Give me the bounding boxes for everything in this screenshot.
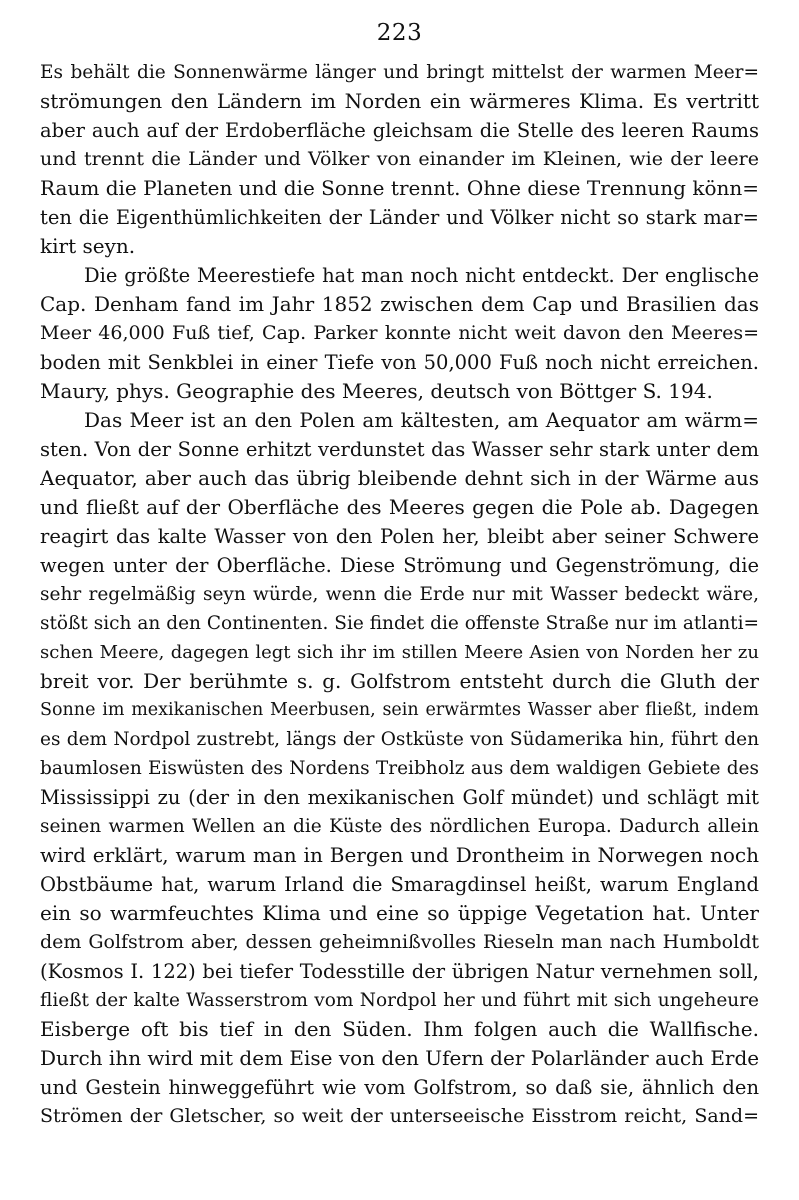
text-line: und trennt die Länder und Völker von einander im Kleinen, wie der leere [40, 148, 759, 170]
text-line: ein so warmfeuchtes Klima und eine so üppige Vegetation hat. Unter [40, 901, 759, 925]
text-line: es dem Nordpol zustrebt, längs der Ostküste von Südamerika hin, führt den [40, 729, 759, 750]
text-line: Eisberge oft bis tief in den Süden. Ihm folgen auch die Wallfische. [40, 1017, 759, 1041]
text-line: Maury, phys. Geographie des Meeres, deutsch von Böttger S. 194. [40, 379, 713, 403]
text-line: Obstbäume hat, warum Irland die Smaragdinsel heißt, warum England [40, 873, 759, 896]
text-line: und fließt auf der Oberfläche des Meeres gegen die Pole ab. Dagegen [40, 495, 759, 519]
text-line: Sonne im mexikanischen Meerbusen, sein erwärmtes Wasser aber fließt, indem [40, 700, 759, 720]
text-line: Meer 46,000 Fuß tief, Cap. Parker konnte nicht weit davon den Meeres= [40, 322, 759, 344]
text-line: aber auch auf der Erdoberfläche gleichsam die Stelle des leeren Raums [40, 119, 759, 142]
text-line: Strömen der Gletscher, so weit der unterseeische Eisstrom reicht, Sand= [40, 1105, 759, 1127]
text-line: dem Golfstrom aber, dessen geheimnißvolles Rieseln man nach Humboldt [40, 931, 759, 953]
text-line: (Kosmos I. 122) bei tiefer Todesstille der übrigen Natur vernehmen soll, [40, 960, 759, 983]
text-line: Raum die Planeten und die Sonne trennt. Ohne diese Trennung könn= [40, 176, 759, 200]
text-line: Cap. Denham fand im Jahr 1852 zwischen dem Cap und Brasilien das [40, 292, 759, 316]
text-line: strömungen den Ländern im Norden ein wärmeres Klima. Es vertritt [40, 89, 759, 113]
text-line: fließt der kalte Wasserstrom vom Nordpol her und führt mit sich ungeheure [40, 990, 759, 1011]
text-line: sehr regelmäßig seyn würde, wenn die Erde nur mit Wasser bedeckt wäre, [40, 584, 759, 605]
text-line: stößt sich an den Continenten. Sie findet die offenste Straße nur im atlanti= [40, 613, 759, 634]
paragraph-3 [40, 406, 759, 1131]
paragraph-1 [40, 58, 759, 261]
text-line: Durch ihn wird mit dem Eise von den Ufern der Polarländer auch Erde [40, 1046, 759, 1070]
page-number: 223 [376, 20, 423, 46]
text-line: Mississippi zu (der in den mexikanischen Golf mündet) und schlägt mit [40, 786, 759, 809]
text-line: wird erklärt, warum man in Bergen und Drontheim in Norwegen noch [40, 843, 759, 867]
text-line: baumlosen Eiswüsten des Nordens Treibholz aus dem waldigen Gebiete des [40, 758, 759, 779]
text-line: seinen warmen Wellen an die Küste des nördlichen Europa. Dadurch allein [40, 816, 759, 837]
text-line: Das Meer ist an den Polen am kältesten, am Aequator am wärm= [84, 408, 759, 432]
text-line: sten. Von der Sonne erhitzt verdunstet das Wasser sehr stark unter dem [40, 438, 759, 461]
text-line: reagirt das kalte Wasser von den Polen her, bleibt aber seiner Schwere [40, 525, 759, 548]
paragraph-2 [40, 261, 759, 406]
text-line: schen Meere, dagegen legt sich ihr im stillen Meere Asien von Norden her zu [40, 642, 759, 663]
text-line: wegen unter der Oberfläche. Diese Strömung und Gegenströmung, die [40, 554, 759, 577]
text-line: Es behält die Sonnenwärme länger und bringt mittelst der warmen Meer= [40, 62, 759, 83]
text-line: Die größte Meerestiefe hat man noch nicht entdeckt. Der englische [84, 264, 759, 287]
text-line: kirt seyn. [40, 234, 136, 258]
text-line: Aequator, aber auch das übrig bleibende dehnt sich in der Wärme aus [40, 466, 759, 490]
text-line: boden mit Senkblei in einer Tiefe von 50,000 Fuß noch nicht erreichen. [40, 351, 759, 374]
text-line: breit vor. Der berühmte s. g. Golfstrom entsteht durch die Gluth der [40, 669, 759, 693]
text-line: und Gestein hinweggeführt wie vom Golfstrom, so daß sie, ähnlich den [40, 1076, 759, 1099]
text-line: ten die Eigenthümlichkeiten der Länder und Völker nicht so stark mar= [40, 206, 759, 229]
